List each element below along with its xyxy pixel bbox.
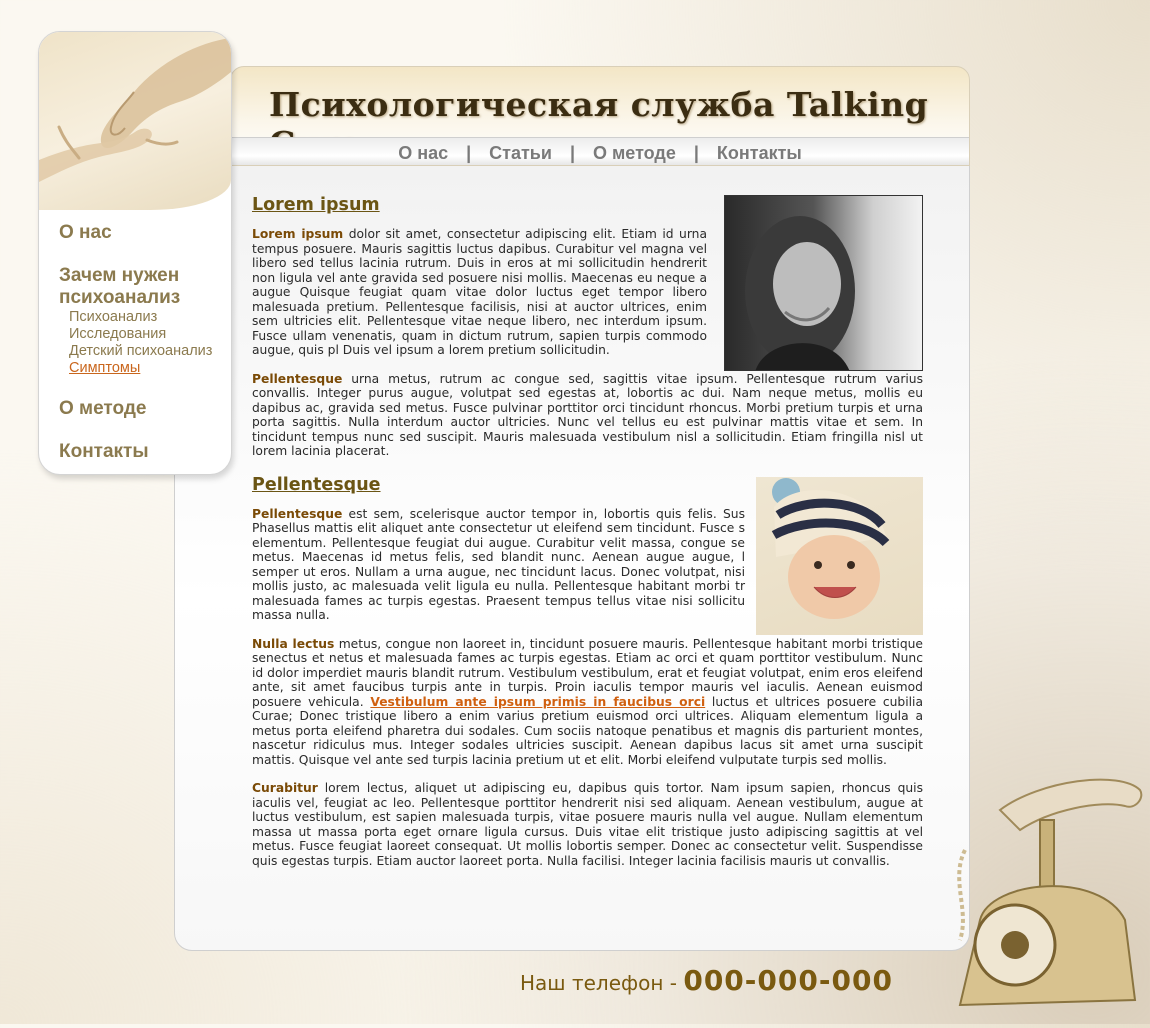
paragraph-lead: Pellentesque (252, 506, 343, 521)
phone-line (520, 964, 893, 997)
nav-link-contacts[interactable]: Контакты (716, 142, 802, 163)
sidebar-item-contacts[interactable]: Контакты (59, 441, 149, 462)
paragraph (252, 507, 745, 623)
paragraph-text: dolor sit amet, consectetur adipiscing elit. Etiam id urna tempus posuere. Mauris sagittis luctus dapibus. Curabitur vel magna vel libero sed tellus lacinia rutrum. Duis in eros at mi sollicitudin hendrerit non ligula vel ante gravida sed posuere nisi mollis. Maecenas eu neque a augue Quisque feugiat quam vitae dolor luctus eget tempor libero malesuada pretium. Pellentesque facilisis, nisi at auctor ultrices, enim sem ultricies elit. Pellentesque vitae neque libero, nec interdum ipsum. Fusce ullam venenatis, quam in dictum rutrum, sapien turpis commodo augue, quis pl Duis vel ipsum a lorem pretium sollicitudin. (252, 227, 708, 357)
paragraph-lead: Nulla lectus (252, 636, 335, 651)
hands-illustration (39, 32, 231, 210)
section-heading: Pellentesque (252, 474, 381, 495)
paragraph (252, 372, 923, 459)
paragraph-text: urna metus, rutrum ac congue sed, sagittis vitae ipsum. Pellentesque rutrum varius convallis. Integer purus augue, volutpat sed egestas at, lobortis ac dui. Nam neque metus, mollis eu dapibus ac, gravida sed metus. Fusce pulvinar porttitor orci tincidunt rhoncus. Morbi pretium turpis et urna porta sagittis. Nulla interdum auctor ultricies. Nunc vel tellus eu est pulvinar mattis vitae et sem. In tincidunt tempus nunc sed suscipit. Mauris malesuada vestibulum nisl a sollicitudin. Etiam fringilla nisl ut lorem lacinia placerat. (252, 371, 923, 458)
inline-link[interactable]: Vestibulum ante ipsum primis in faucibus orci (370, 694, 706, 709)
sidebar-item-about[interactable]: О нас (59, 222, 112, 243)
phone-label: Наш телефон - (520, 971, 684, 995)
paragraph (252, 781, 923, 868)
sidebar-item-method[interactable]: О методе (59, 398, 147, 419)
paragraph (252, 637, 923, 768)
site-title: Психологическая служба Talking (269, 85, 929, 124)
nav-separator: | (569, 142, 575, 163)
paragraph-lead: Curabitur (252, 781, 318, 795)
sidebar-subitem-symptoms[interactable]: Симптомы (69, 360, 141, 376)
telephone-icon (930, 770, 1150, 1024)
paragraph-lead: Lorem ipsum (252, 227, 344, 241)
paragraph-text: lorem lectus, aliquet ut adipiscing eu, dapibus quis tortor. Nam ipsum sapien, rhoncus quis iaculis vel, feugiat ac leo. Pellentesque porttitor hendrerit nisi sed aliquam. Aenean vestibulum, augue at luctus vestibulum, est sapien malesuada turpis, vitae posuere mauris nulla vel augue. Nullam elementum massa ut massa porta eget ornare ligula cursus. Duis vitae elit tristique justo adipiscing sagittis at vel metus. Fusce feugiat laoreet consequat. Ut mollis lobortis semper. Donec ac consectetur velit. Suspendisse quis egestas turpis. Etiam auctor laoreet porta. Nulla facilisi. Integer lacinia facilisis mauris ut convallis. (252, 781, 923, 868)
baby-illustration (756, 477, 923, 635)
nav-link-about[interactable]: О нас (398, 142, 449, 163)
paragraph-text: metus, congue non laoreet in, tincidunt posuere mauris. Pellentesque habitant morbi tristique senectus et netus et malesuada fames ac turpis egestas. Etiam ac orci et quam porttitor vestibulum. Nunc id dolor imperdiet mauris blandit rutrum. Vestibulum vestibulum, erat et feugiat volutpat, enim eros eleifend ante, sit amet faucibus turpis ante in turpis. Proin iaculis tempor mauris vel iaculis. Aenean euismod posuere vehicula. (252, 636, 923, 709)
sidebar-subitem-psychoanalysis[interactable]: Психоанализ (69, 309, 158, 325)
paragraph (252, 227, 707, 358)
paragraph-text: luctus et ultrices posuere cubilia Curae; Donec tristique libero a enim varius pretium euismod orci ultrices. Aliquam elementum ligula a metus porta eleifend pharetra dui sodales. Cum sociis natoque penatibus et magnis dis parturient montes, nascetur ridiculus mus. Integer sodales ultricies suscipit. Aenean dapibus lacus sit amet urna suscipit mattis. Quisque vel ante sed turpis lacinia pretium ut et elit. Morbi eleifend vulputate turpis sed mollis. (252, 694, 923, 767)
baby-photo (756, 477, 923, 635)
telephone-image (930, 770, 1150, 1024)
top-nav (231, 137, 969, 166)
sidebar-subitem-research[interactable]: Исследования (69, 326, 167, 342)
nav-link-method[interactable]: О методе (592, 142, 676, 163)
girl-photo (724, 195, 923, 371)
sidebar-subitem-child-psychoanalysis[interactable]: Детский психоанализ (69, 343, 213, 359)
nav-separator: | (693, 142, 699, 163)
section-heading: Lorem ipsum (252, 195, 380, 215)
nav-separator: | (466, 142, 472, 163)
sidebar (38, 31, 232, 475)
sidebar-item-why-psychoanalysis[interactable]: Зачем нужен психоанализ (59, 265, 181, 308)
paragraph-text: est sem, scelerisque auctor tempor in, lobortis quis felis. Sus Phasellus mattis elit aliquet ante consectetur ut eleifend sem tincidunt. Fusce s elementum. Pellentesque feugiat dui augue. Curabitur velit massa, congue se metus. Maecenas id metus felis, sed blandit nunc. Aenean augue augue, l semper ut eros. Nullam a urna augue, nec tincidunt lacus. Donec volutpat, nisi mollis justo, ac malesuada velit ligula eu nulla. Pellentesque habitant morbi tr malesuada fames ac turpis egestas. Praesent tempus tellus vitae nisi sollicitu massa nulla. (252, 506, 745, 622)
girl-illustration (725, 196, 923, 371)
sidebar-menu (59, 222, 229, 463)
header (230, 66, 970, 166)
hands-photo (39, 32, 231, 210)
phone-number: 000-000-000 (683, 964, 893, 997)
nav-link-articles[interactable]: Статьи (489, 142, 552, 163)
paragraph-lead: Pellentesque (252, 371, 343, 386)
